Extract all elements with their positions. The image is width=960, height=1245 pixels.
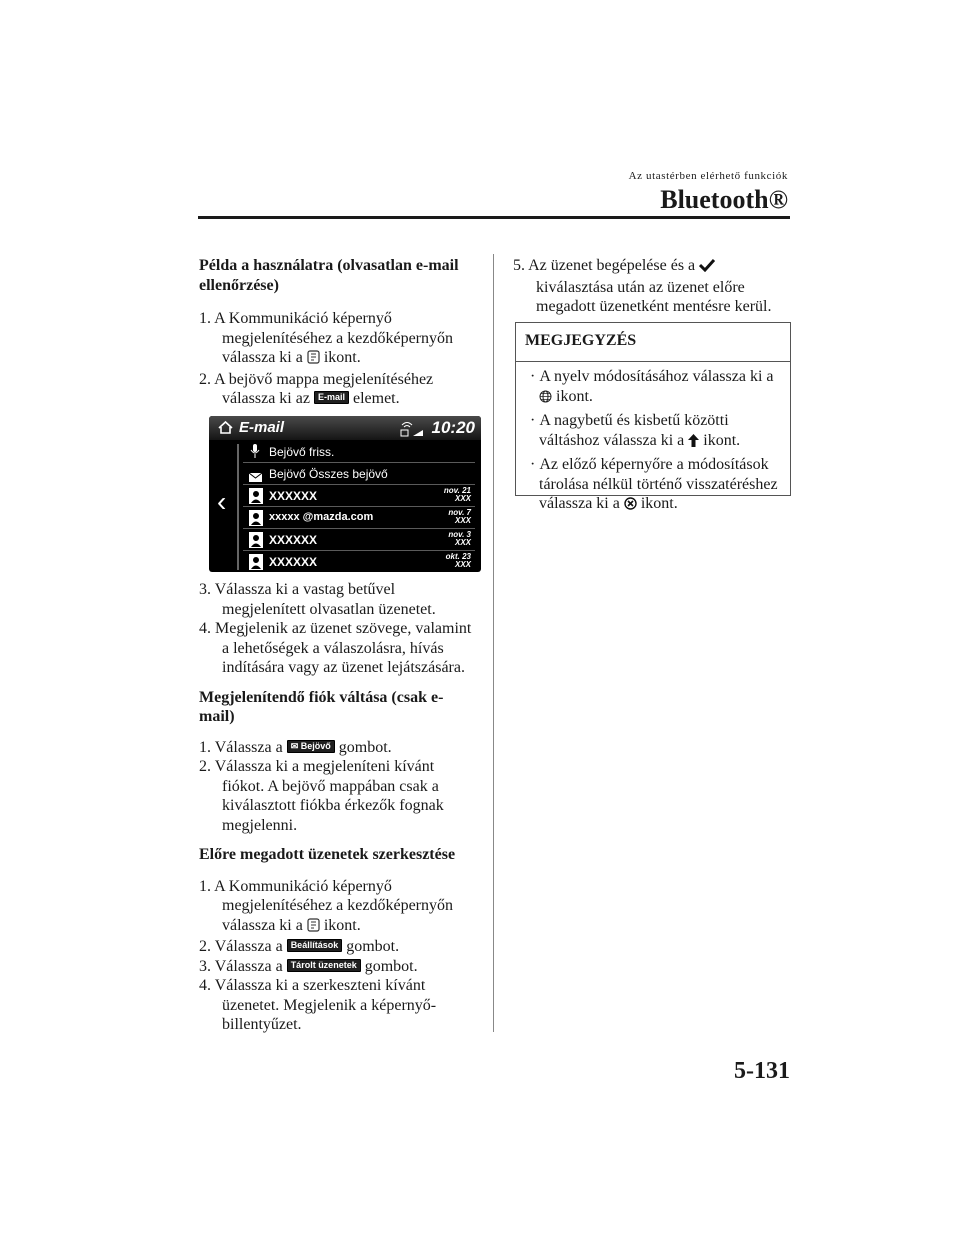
note-bullet: · A nyelv módosításához válassza ki a ikont. bbox=[525, 367, 785, 408]
screen-title: E-mail bbox=[239, 419, 285, 436]
header-rule bbox=[198, 216, 790, 219]
note-box bbox=[515, 322, 791, 512]
note-bullet: · A nagybetű és kisbetű közötti váltáshoz válassza ki a ikont. bbox=[525, 411, 785, 452]
wifi-signal-icon bbox=[397, 420, 427, 443]
step-3: 3. Válassza a Tárolt üzenetek gombot. bbox=[199, 957, 418, 975]
contact-icon bbox=[249, 510, 263, 531]
step-1: 1. Válassza a ✉ Bejövő gombot. bbox=[199, 738, 392, 756]
page-title: Bluetooth® bbox=[660, 185, 788, 214]
envelope-icon bbox=[249, 469, 262, 487]
settings-button-inline: Beállítások bbox=[287, 939, 343, 952]
email-button-inline: E-mail bbox=[314, 391, 349, 404]
checkmark-icon bbox=[699, 258, 715, 278]
communication-icon bbox=[307, 918, 320, 938]
stored-messages-button-inline: Tárolt üzenetek bbox=[287, 959, 361, 972]
step-4: 4. Válassza ki a szerkeszteni kívánt üzenetet. Megjelenik a képernyő-billentyűzet. bbox=[199, 977, 437, 1033]
home-icon bbox=[218, 420, 233, 440]
microphone-icon bbox=[249, 444, 261, 463]
page-number: 5-131 bbox=[734, 1058, 790, 1084]
screen-clock: 10:20 bbox=[431, 418, 475, 437]
step-5: 5. Az üzenet begépelése és a kiválasztása után az üzenet előre megadott üzenetként mentésre kerül. bbox=[513, 257, 772, 315]
contact-icon bbox=[249, 488, 263, 509]
back-chevron-icon: ‹ bbox=[217, 486, 227, 517]
step-2: 2. Válassza a Beállítások gombot. bbox=[199, 938, 400, 955]
section-header: Az utastérben elérhető funkciók bbox=[628, 170, 788, 182]
list-item: xxxxx @mazda.com nov. 7 XXX bbox=[243, 508, 475, 529]
list-item: Bejövő friss. bbox=[243, 442, 475, 463]
shift-arrow-icon bbox=[688, 433, 699, 453]
step-2: 2. Válassza ki a megjeleníteni kívánt fiókot. A bejövő mappában csak a kiválasztott fiókba érkezők fognak megjelenni. bbox=[199, 758, 444, 834]
step-4: 4. Megjelenik az üzenet szövege, valamint a lehetőségek a válaszolásra, hívás indítására vagy az üzenet lejátszására. bbox=[199, 620, 472, 676]
list-item: XXXXXX nov. 3 XXX bbox=[243, 530, 475, 551]
list-item: XXXXXX okt. 23 XXX bbox=[243, 552, 475, 572]
heading-account-switch: Megjelenítendő fiók váltása (csak e-mail) bbox=[199, 688, 444, 725]
left-column-bottom bbox=[199, 580, 474, 1035]
cancel-icon bbox=[624, 496, 637, 516]
screen-divider bbox=[237, 444, 239, 570]
list-item: XXXXXX nov. 21 XXX bbox=[243, 486, 475, 507]
heading-example-usage: Példa a használatra (olvasatlan e-mail ellenőrzése) bbox=[199, 257, 459, 294]
step-1: 1. A Kommunikáció képernyő megjelenítéséhez a kezdőképernyőn válassza ki a ikont. bbox=[199, 309, 474, 370]
screen-title-bar bbox=[209, 416, 481, 440]
inbox-button-inline: ✉ Bejövő bbox=[287, 740, 335, 753]
globe-icon bbox=[539, 389, 552, 409]
list-item: Bejövő Összes bejövő bbox=[243, 464, 475, 485]
column-divider bbox=[493, 254, 494, 1032]
step-3: 3. Válassza ki a vastag betűvel megjelenített olvasatlan üzenetet. bbox=[199, 581, 436, 618]
communication-icon bbox=[307, 350, 320, 370]
step-1: 1. A Kommunikáció képernyő megjelenítéséhez a kezdőképernyőn válassza ki a ikont. bbox=[199, 877, 474, 938]
contact-icon bbox=[249, 532, 263, 553]
note-bullet: · Az előző képernyőre a módosítások tárolása nélkül történő visszatéréshez válassza ki a ikont. bbox=[525, 455, 785, 516]
contact-icon bbox=[249, 554, 263, 572]
note-title: MEGJEGYZÉS bbox=[525, 332, 637, 349]
right-column bbox=[513, 256, 788, 317]
left-column-top bbox=[199, 256, 474, 409]
step-2: 2. A bejövő mappa megjelenítéséhez válassza ki az E-mail elemet. bbox=[199, 370, 434, 407]
heading-preset-messages: Előre megadott üzenetek szerkesztése bbox=[199, 846, 456, 863]
email-screen-illustration bbox=[209, 416, 481, 572]
